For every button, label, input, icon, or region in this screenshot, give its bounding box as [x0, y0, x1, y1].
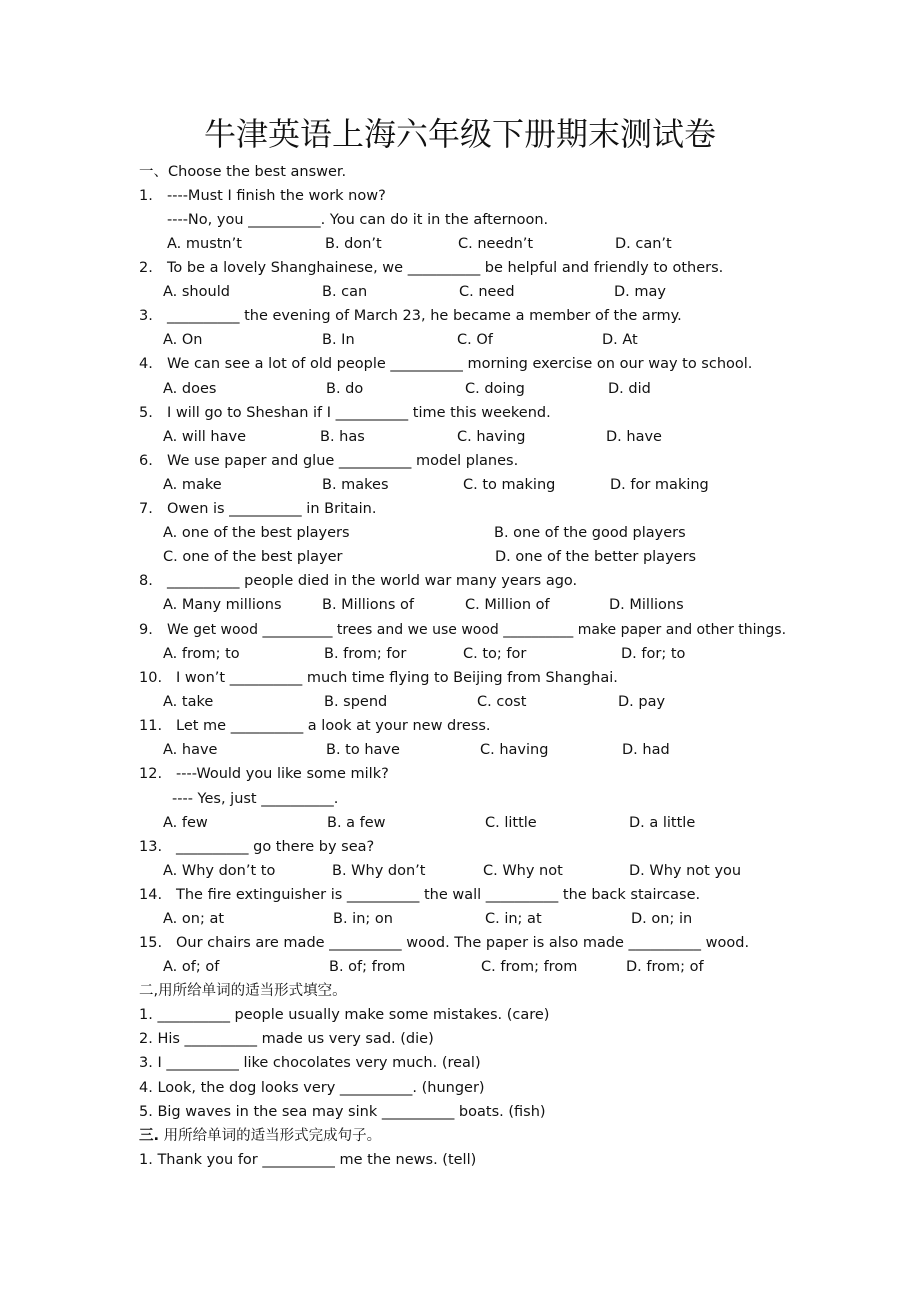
q5-text: I will go to Sheshan if I __________ time this weekend.: [167, 405, 551, 421]
q9-option-b: B. from; for: [324, 646, 407, 662]
q7-number: 7.: [139, 501, 153, 517]
q7-option-a: A. one of the best players: [163, 525, 350, 541]
q6-option-b: B. makes: [322, 477, 389, 493]
q12-option-b: B. a few: [327, 815, 386, 831]
section-2-item: 2. His __________ made us very sad. (die): [139, 1031, 434, 1047]
q8-number: 8.: [139, 573, 153, 589]
q6-text: We use paper and glue __________ model planes.: [167, 453, 519, 469]
q9-option-a: A. from; to: [163, 646, 240, 662]
section-2-item: 5. Big waves in the sea may sink __________ boats. (fish): [139, 1104, 546, 1120]
q13-text: __________ go there by sea?: [176, 839, 375, 855]
q8-option-d: D. Millions: [609, 597, 684, 613]
q4-text: We can see a lot of old people __________ morning exercise on our way to school.: [167, 356, 753, 372]
q6-option-d: D. for making: [610, 477, 709, 493]
q14-option-d: D. on; in: [631, 911, 693, 927]
q15-number: 15.: [139, 935, 163, 951]
section-3-item: 1. Thank you for __________ me the news. (tell): [139, 1152, 477, 1168]
q8-text: __________ people died in the world war many years ago.: [167, 573, 578, 589]
q13-option-b: B. Why don’t: [332, 863, 426, 879]
q10-option-d: D. pay: [618, 694, 666, 710]
q5-option-b: B. has: [320, 429, 365, 445]
q4-option-c: C. doing: [465, 381, 525, 397]
q14-text: The fire extinguisher is __________ the wall __________ the back staircase.: [176, 887, 701, 903]
q12-option-a: A. few: [163, 815, 208, 831]
q10-number: 10.: [139, 670, 163, 686]
section-1-heading: 一、Choose the best answer.: [139, 164, 347, 180]
q13-number: 13.: [139, 839, 163, 855]
section-2-item: 1. __________ people usually make some mistakes. (care): [139, 1007, 550, 1023]
q1-option-d: D. can’t: [615, 236, 672, 252]
q3-number: 3.: [139, 308, 153, 324]
q11-option-a: A. have: [163, 742, 218, 758]
q10-option-b: B. spend: [324, 694, 388, 710]
q11-text: Let me __________ a look at your new dress.: [176, 718, 491, 734]
q6-option-c: C. to making: [463, 477, 556, 493]
q10-option-c: C. cost: [477, 694, 527, 710]
q15-text: Our chairs are made __________ wood. The paper is also made __________ wood.: [176, 935, 750, 951]
section-2-item: 3. I __________ like chocolates very much. (real): [139, 1055, 481, 1071]
q6-option-a: A. make: [163, 477, 222, 493]
q1-option-b: B. don’t: [325, 236, 382, 252]
q5-number: 5.: [139, 405, 153, 421]
q1-option-c: C. needn’t: [458, 236, 534, 252]
q9-text: We get wood __________ trees and we use wood __________ make paper and other things.: [167, 622, 787, 638]
q3-text: __________ the evening of March 23, he became a member of the army.: [167, 308, 682, 324]
section-2-item: 4. Look, the dog looks very __________. (hunger): [139, 1080, 485, 1096]
q5-option-c: C. having: [457, 429, 526, 445]
q2-option-a: A. should: [163, 284, 230, 300]
q15-option-b: B. of; from: [329, 959, 406, 975]
q14-number: 14.: [139, 887, 163, 903]
q4-option-d: D. did: [608, 381, 651, 397]
q2-option-b: B. can: [322, 284, 368, 300]
q4-option-b: B. do: [326, 381, 364, 397]
section-2-heading: 二,用所给单词的适当形式填空。: [139, 983, 347, 999]
q4-option-a: A. does: [163, 381, 217, 397]
q2-option-c: C. need: [459, 284, 515, 300]
q15-option-a: A. of; of: [163, 959, 220, 975]
q11-option-c: C. having: [480, 742, 549, 758]
q12-line1: ----Would you like some milk?: [176, 766, 389, 782]
q9-number: 9.: [139, 622, 153, 638]
q2-number: 2.: [139, 260, 153, 276]
q1-line2: ----No, you __________. You can do it in the afternoon.: [167, 212, 549, 228]
q12-option-d: D. a little: [629, 815, 696, 831]
q9-option-d: D. for; to: [621, 646, 686, 662]
q3-option-b: B. In: [322, 332, 355, 348]
q5-option-a: A. will have: [163, 429, 247, 445]
section-3-heading: [139, 1124, 381, 1148]
q14-option-a: A. on; at: [163, 911, 225, 927]
q2-option-d: D. may: [614, 284, 666, 300]
section-3-heading-number: 三.: [139, 1128, 160, 1144]
q14-option-c: C. in; at: [485, 911, 542, 927]
q11-option-b: B. to have: [326, 742, 400, 758]
section-3-heading-text: 用所给单词的适当形式完成句子。: [159, 1128, 382, 1144]
q5-option-d: D. have: [606, 429, 662, 445]
q12-line2: ---- Yes, just __________.: [172, 791, 339, 807]
q1-number: 1.: [139, 188, 153, 204]
q3-option-a: A. On: [163, 332, 203, 348]
q9-option-c: C. to; for: [463, 646, 527, 662]
q1-line1: ----Must I finish the work now?: [167, 188, 386, 204]
q7-option-c: C. one of the best player: [163, 549, 343, 565]
q7-option-b: B. one of the good players: [494, 525, 686, 541]
q7-text: Owen is __________ in Britain.: [167, 501, 377, 517]
q12-option-c: C. little: [485, 815, 537, 831]
q10-option-a: A. take: [163, 694, 214, 710]
q15-option-c: C. from; from: [481, 959, 578, 975]
page-title: 牛津英语上海六年级下册期末测试卷: [203, 115, 716, 153]
q12-number: 12.: [139, 766, 163, 782]
q6-number: 6.: [139, 453, 153, 469]
q13-option-a: A. Why don’t to: [163, 863, 276, 879]
q1-option-a: A. mustn’t: [167, 236, 242, 252]
q8-option-c: C. Million of: [465, 597, 550, 613]
q11-number: 11.: [139, 718, 163, 734]
q13-option-c: C. Why not: [483, 863, 563, 879]
q4-number: 4.: [139, 356, 153, 372]
q10-text: I won’t __________ much time flying to Beijing from Shanghai.: [176, 670, 618, 686]
q15-option-d: D. from; of: [626, 959, 704, 975]
q8-option-b: B. Millions of: [322, 597, 414, 613]
q2-text: To be a lovely Shanghainese, we __________ be helpful and friendly to others.: [167, 260, 724, 276]
q13-option-d: D. Why not you: [629, 863, 742, 879]
q11-option-d: D. had: [622, 742, 670, 758]
q14-option-b: B. in; on: [333, 911, 393, 927]
q8-option-a: A. Many millions: [163, 597, 282, 613]
q3-option-c: C. Of: [457, 332, 493, 348]
q7-option-d: D. one of the better players: [495, 549, 697, 565]
q3-option-d: D. At: [602, 332, 638, 348]
